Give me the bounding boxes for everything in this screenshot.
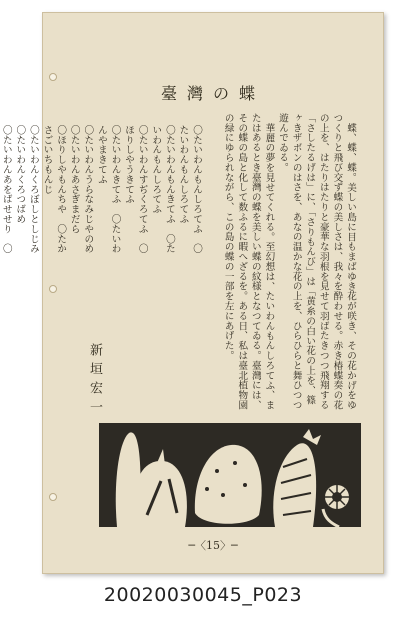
image-caption: 20020030045_P023 bbox=[103, 584, 303, 606]
list-item: 〇たいわんくろぼしとしじみ 〇たいわんくろつばめ bbox=[14, 124, 39, 264]
paragraph: 蝶、蝶、蝶。美しい島に目もまばゆき花が咲き、その花かげをゆつくりと飛び交ず蝶の美しさは、我々を酔わせる。赤き椿蝶奏の花の上を、はたりはたりと豪華な羽根を見せて羽ばたきつつ飛翔する「さしたるげは」に、「さりもんび」は「黄糸の白い花の上を、篠ヶきザボンのはさを、あなの温かな花の上を、ひらひらと舞ひつつ遊んでゐる。 bbox=[277, 113, 356, 410]
paragraph: 華麗の夢を見せてくれる。至幻想は、たいわんもんしろてふ、またはあるとき臺灣の蝶を美しい蝶の紋様となつてゐる。臺灣には、その蝶の島と化して数ふるに暇へざるを。ある日、私は臺北植物園の緑にゆられながら、この島の蝶の一部を左にあげた。 bbox=[222, 113, 275, 410]
binding-hole bbox=[49, 73, 57, 81]
list-item: 〇たいわんすぢくろてふ 〇ほりしやうきてふ bbox=[123, 124, 148, 254]
binding-hole bbox=[49, 493, 57, 501]
list-item: 〇たいわんうらなみじやのめ 〇たいわんあさぎまだら bbox=[68, 124, 94, 264]
list-item: 〇たいわんもんきてふ 〇たいわんもんしろてふ bbox=[150, 124, 175, 254]
list-item: 〇ほりしやもんちや 〇たかさごいちもんじ bbox=[41, 124, 67, 254]
list-item: 〇たいわんきてふ 〇たいわんやまきてふ bbox=[95, 124, 121, 254]
paragraph-gap bbox=[203, 113, 221, 413]
document-page bbox=[0, 12, 384, 574]
list-item: 〇たいわんもんしろてふ 〇たいわんもんしろてふ bbox=[177, 124, 203, 254]
list-item: 〇たいわんあをばせせり 〇 bbox=[0, 124, 12, 254]
woodcut-illustration bbox=[99, 423, 361, 527]
article-title: 臺灣の蝶 bbox=[160, 84, 265, 103]
page-number: ─〈15〉─ bbox=[188, 539, 238, 552]
author-name: 新垣宏一 bbox=[87, 343, 102, 419]
cactus-flower-woodcut bbox=[99, 423, 361, 527]
